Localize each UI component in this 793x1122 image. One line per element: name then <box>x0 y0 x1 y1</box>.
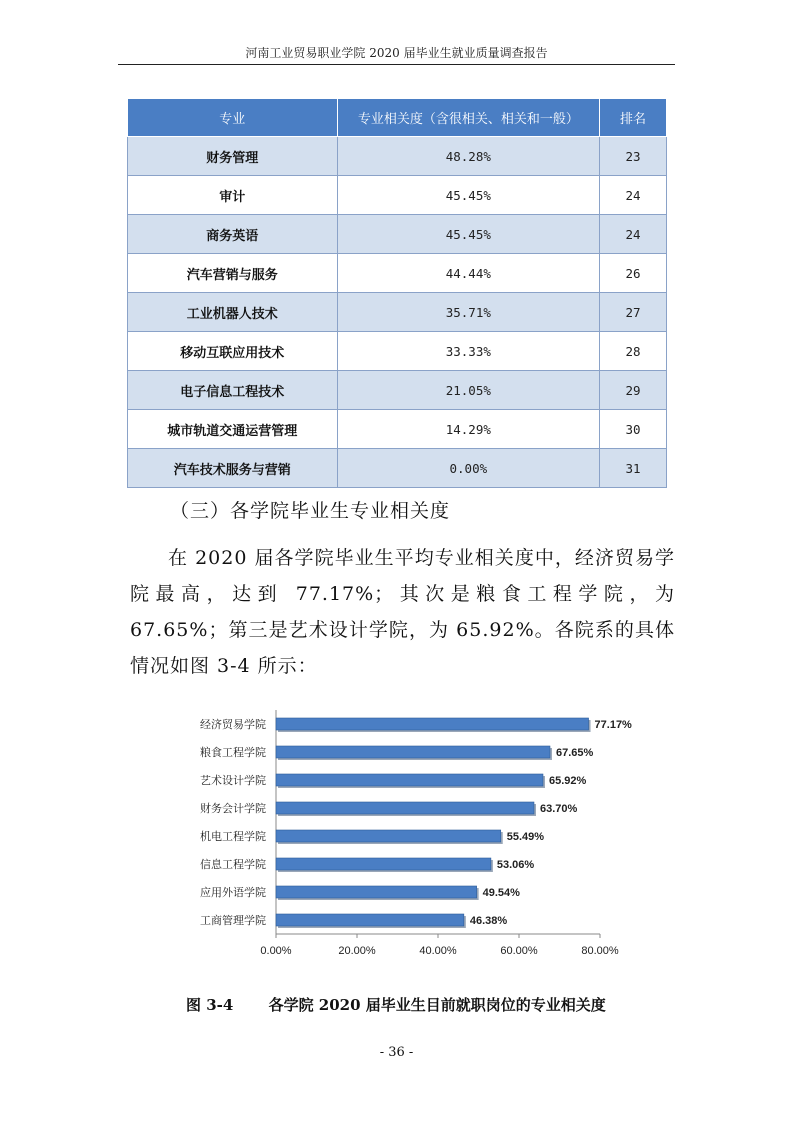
rank-value: 31 <box>600 449 667 488</box>
table-row <box>128 254 667 293</box>
category-label: 财务会计学院 <box>200 802 266 815</box>
major-relevance-table <box>127 98 667 488</box>
header-rule <box>118 64 675 65</box>
data-label: 53.06% <box>496 859 535 871</box>
table-row <box>128 293 667 332</box>
column-header-relevance: 专业相关度（含很相关、相关和一般） <box>337 99 600 137</box>
x-tick-label: 60.00% <box>500 945 538 957</box>
relevance-value: 44.44% <box>337 254 600 293</box>
relevance-value: 14.29% <box>337 410 600 449</box>
category-label: 经济贸易学院 <box>200 718 266 731</box>
category-label: 工商管理学院 <box>200 914 266 927</box>
rank-value: 24 <box>600 215 667 254</box>
bar <box>276 718 589 730</box>
data-label: 77.17% <box>594 719 632 731</box>
x-tick-label: 80.00% <box>581 945 619 957</box>
table-row <box>128 371 667 410</box>
table-header-row <box>128 99 667 137</box>
relevance-value: 21.05% <box>337 371 600 410</box>
relevance-value: 33.33% <box>337 332 600 371</box>
column-header-rank: 排名 <box>600 99 667 137</box>
major-name: 工业机器人技术 <box>128 293 338 332</box>
data-label: 49.54% <box>482 887 520 899</box>
figure-number: 图 3-4 <box>186 996 234 1014</box>
major-name: 财务管理 <box>128 137 338 176</box>
column-header-major: 专业 <box>128 99 338 137</box>
table-row <box>128 410 667 449</box>
major-name: 审计 <box>128 176 338 215</box>
section-title: （三）各学院毕业生专业相关度 <box>170 500 451 522</box>
college-relevance-bar-chart <box>140 700 640 972</box>
category-label: 粮食工程学院 <box>200 746 266 759</box>
rank-value: 24 <box>600 176 667 215</box>
bar <box>276 746 550 758</box>
rank-value: 29 <box>600 371 667 410</box>
body-paragraph: 在 2020 届各学院毕业生平均专业相关度中，经济贸易学院最高，达到 77.17%；其次是粮食工程学院，为 67.65%；第三是艺术设计学院，为 65.92%。各院系的具体情况如图 3-4 所示： <box>130 547 675 677</box>
major-name: 汽车营销与服务 <box>128 254 338 293</box>
x-tick-label: 0.00% <box>260 945 292 957</box>
rank-value: 28 <box>600 332 667 371</box>
bar <box>276 830 501 842</box>
figure-caption <box>186 994 606 1015</box>
relevance-value: 35.71% <box>337 293 600 332</box>
table-row <box>128 449 667 488</box>
data-label: 67.65% <box>555 747 594 759</box>
bar <box>276 914 464 926</box>
table-row <box>128 332 667 371</box>
category-label: 机电工程学院 <box>200 830 266 843</box>
x-tick-label: 40.00% <box>419 945 457 957</box>
data-label: 46.38% <box>469 915 508 927</box>
category-label: 信息工程学院 <box>200 858 266 871</box>
relevance-value: 45.45% <box>337 215 600 254</box>
category-label: 应用外语学院 <box>200 886 266 899</box>
table-row <box>128 215 667 254</box>
relevance-value: 0.00% <box>337 449 600 488</box>
table-row <box>128 137 667 176</box>
data-label: 65.92% <box>548 775 587 787</box>
rank-value: 23 <box>600 137 667 176</box>
category-label: 艺术设计学院 <box>200 774 266 787</box>
table-row <box>128 176 667 215</box>
rank-value: 30 <box>600 410 667 449</box>
major-name: 电子信息工程技术 <box>128 371 338 410</box>
data-label: 55.49% <box>506 831 545 843</box>
major-name: 城市轨道交通运营管理 <box>128 410 338 449</box>
page-number: - 36 - <box>379 1045 414 1060</box>
x-tick-label: 20.00% <box>338 945 376 957</box>
figure-title: 各学院 2020 届毕业生目前就职岗位的专业相关度 <box>268 996 606 1014</box>
bar <box>276 802 534 814</box>
major-name: 汽车技术服务与营销 <box>128 449 338 488</box>
rank-value: 26 <box>600 254 667 293</box>
bar <box>276 886 477 898</box>
relevance-value: 48.28% <box>337 137 600 176</box>
major-name: 移动互联应用技术 <box>128 332 338 371</box>
rank-value: 27 <box>600 293 667 332</box>
bar <box>276 774 543 786</box>
data-label: 63.70% <box>539 803 578 815</box>
relevance-value: 45.45% <box>337 176 600 215</box>
running-header: 河南工业贸易职业学院 2020 届毕业生就业质量调查报告 <box>245 46 548 60</box>
bar <box>276 858 491 870</box>
major-name: 商务英语 <box>128 215 338 254</box>
